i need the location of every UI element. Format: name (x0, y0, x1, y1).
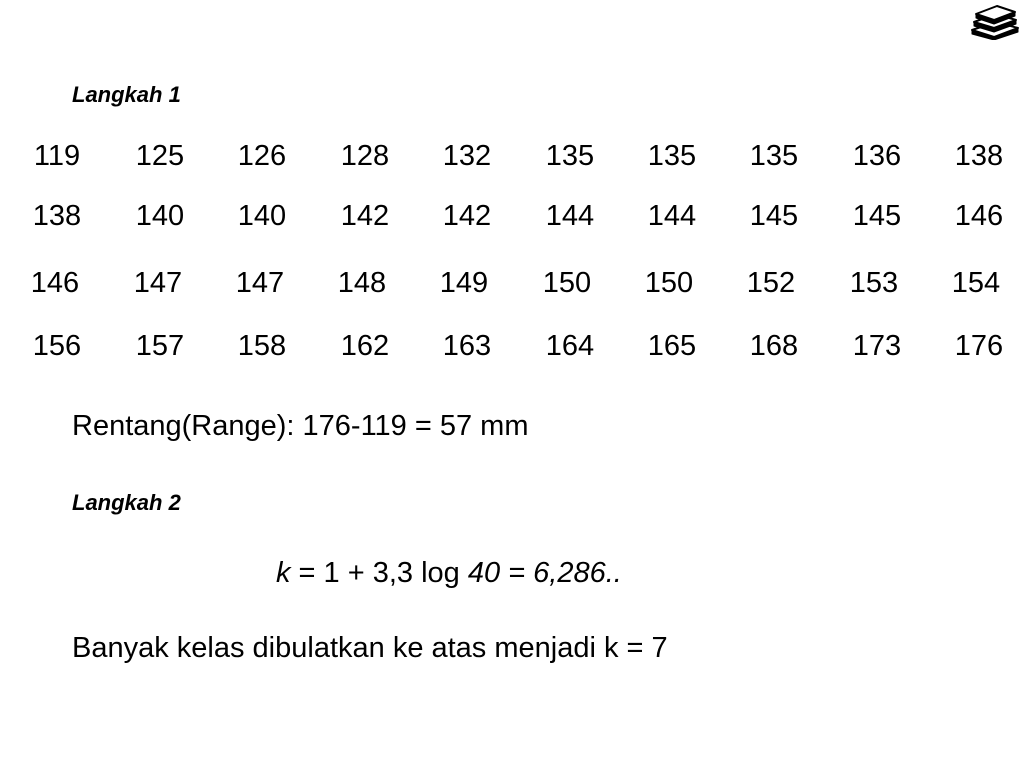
data-value: 147 (235, 267, 285, 299)
data-value: 138 (32, 200, 82, 232)
data-row (0, 328, 1024, 364)
data-value: 135 (749, 140, 799, 172)
data-value: 165 (647, 330, 697, 362)
data-value: 168 (749, 330, 799, 362)
data-value: 126 (237, 140, 287, 172)
data-value: 176 (954, 330, 1004, 362)
data-value: 152 (746, 267, 796, 299)
data-value: 145 (749, 200, 799, 232)
data-value: 142 (442, 200, 492, 232)
sturges-formula (276, 557, 622, 590)
data-value: 156 (32, 330, 82, 362)
data-row (0, 198, 1024, 234)
data-value: 140 (237, 200, 287, 232)
data-value: 145 (852, 200, 902, 232)
data-value: 173 (852, 330, 902, 362)
step-2-heading: Langkah 2 (72, 490, 181, 515)
formula-variable: k (276, 557, 291, 589)
data-value: 153 (849, 267, 899, 299)
formula-expression: = 1 + 3,3 log (290, 557, 468, 589)
range-text: Rentang(Range): 176-119 = 57 mm (72, 410, 529, 442)
data-value: 125 (135, 140, 185, 172)
data-value: 149 (439, 267, 489, 299)
data-value: 128 (340, 140, 390, 172)
data-value: 138 (954, 140, 1004, 172)
data-value: 142 (340, 200, 390, 232)
data-value: 154 (951, 267, 1001, 299)
data-value: 146 (954, 200, 1004, 232)
formula-result: 40 = 6,286.. (467, 557, 622, 589)
step-1-heading: Langkah 1 (72, 82, 181, 107)
data-row (0, 138, 1024, 174)
data-value: 135 (545, 140, 595, 172)
data-value: 146 (30, 267, 80, 299)
data-value: 132 (442, 140, 492, 172)
data-value: 150 (644, 267, 694, 299)
data-value: 162 (340, 330, 390, 362)
data-value: 136 (852, 140, 902, 172)
data-value: 119 (33, 140, 81, 172)
data-value: 144 (545, 200, 595, 232)
data-value: 158 (237, 330, 287, 362)
data-value: 150 (542, 267, 592, 299)
data-value: 148 (337, 267, 387, 299)
rounding-text: Banyak kelas dibulatkan ke atas menjadi k = 7 (72, 632, 668, 664)
data-row (0, 265, 1024, 301)
data-value: 140 (135, 200, 185, 232)
data-value: 164 (545, 330, 595, 362)
stacked-books-icon (970, 4, 1020, 40)
data-value: 135 (647, 140, 697, 172)
data-value: 157 (135, 330, 185, 362)
data-value: 147 (133, 267, 183, 299)
data-value: 163 (442, 330, 492, 362)
data-value: 144 (647, 200, 697, 232)
